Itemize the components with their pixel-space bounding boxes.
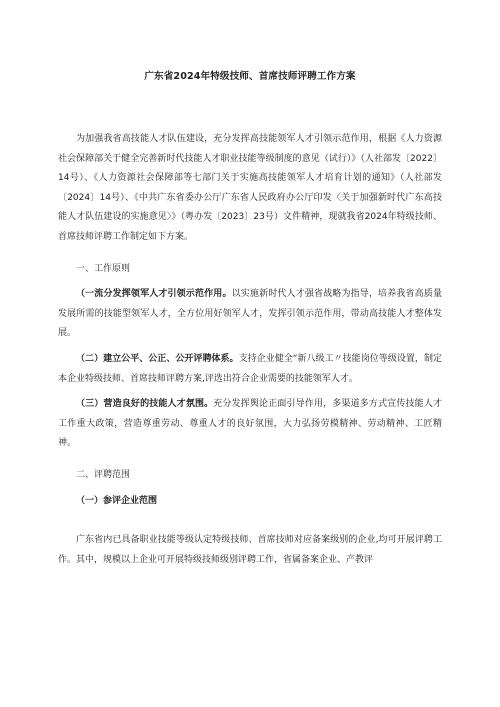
document-title: 广东省2024年特级技师、首席技师评聘工作方案: [144, 71, 356, 82]
principle-2-paragraph: [58, 350, 442, 389]
section-heading-scope: 二、评聘范围: [76, 469, 131, 480]
principle-2-lead: （二）建立公平、公正、公开评聘体系。: [76, 353, 239, 364]
principle-3-paragraph: [58, 395, 442, 454]
principle-1-paragraph: [58, 285, 442, 344]
enterprise-scope-paragraph: 广东省内已具备职业技能等级认定特级技师、首席技师对应备案级别的企业,均可开展评聘工作。其中，规模以上企业可开展特级技师级别评聘工作，省属备案企业、产教评: [58, 535, 442, 565]
principle-2-body: 支持企业健全“新八级工〃技能岗位等级设置，制定本企业特级技师、首席技师评聘方案,评选出符合企业需要的技能领军人才。: [58, 353, 442, 384]
subsection-heading-enterprise-scope: （一）参评企业范围: [76, 495, 158, 506]
principle-3-lead: （三）营造良好的技能人才氛围。: [76, 399, 214, 410]
principle-1-body: 以实施新时代人才强省战略为指导，培养我省高质量发展所需的技能型领军人才，全方位用好领军人才，发挥引领示范作用，带动高技能人才整体发展。: [58, 289, 442, 339]
intro-paragraph: 为加强我省高技能人才队伍建设，充分发挥高技能领军人才引领示范作用，根据《人力资源社会保障部关于健全完善新时代技能人才职业技能等级制度的意见（试行）》（人社部发〔2022〕14号）、《人力资源社会保障部等七部门关于实施高技能领军人才培育计划的通知》（人社部发〔2024〕14号）、《中共广东省委办公厅广东省人民政府办公厅印发〈关于加强新时代广东高技能人才队伍建设的实施意见〉》（粤办发〔2023〕23号）文件精神，现就我省2024年特级技师、首席技师评聘工作制定如下方案。: [58, 134, 442, 242]
principle-3-body: 充分发挥舆论正面引导作用，多渠道多方式宣传技能人才工作重大政策，营造尊重劳动、尊重人才的良好氛围，大力弘扬劳模精神、劳动精神、工匠精神。: [58, 399, 442, 449]
principle-1-lead: （一流分发挥领军人才引领示范作用。: [76, 289, 232, 300]
section-heading-principles: 一、工作原则: [76, 263, 131, 274]
